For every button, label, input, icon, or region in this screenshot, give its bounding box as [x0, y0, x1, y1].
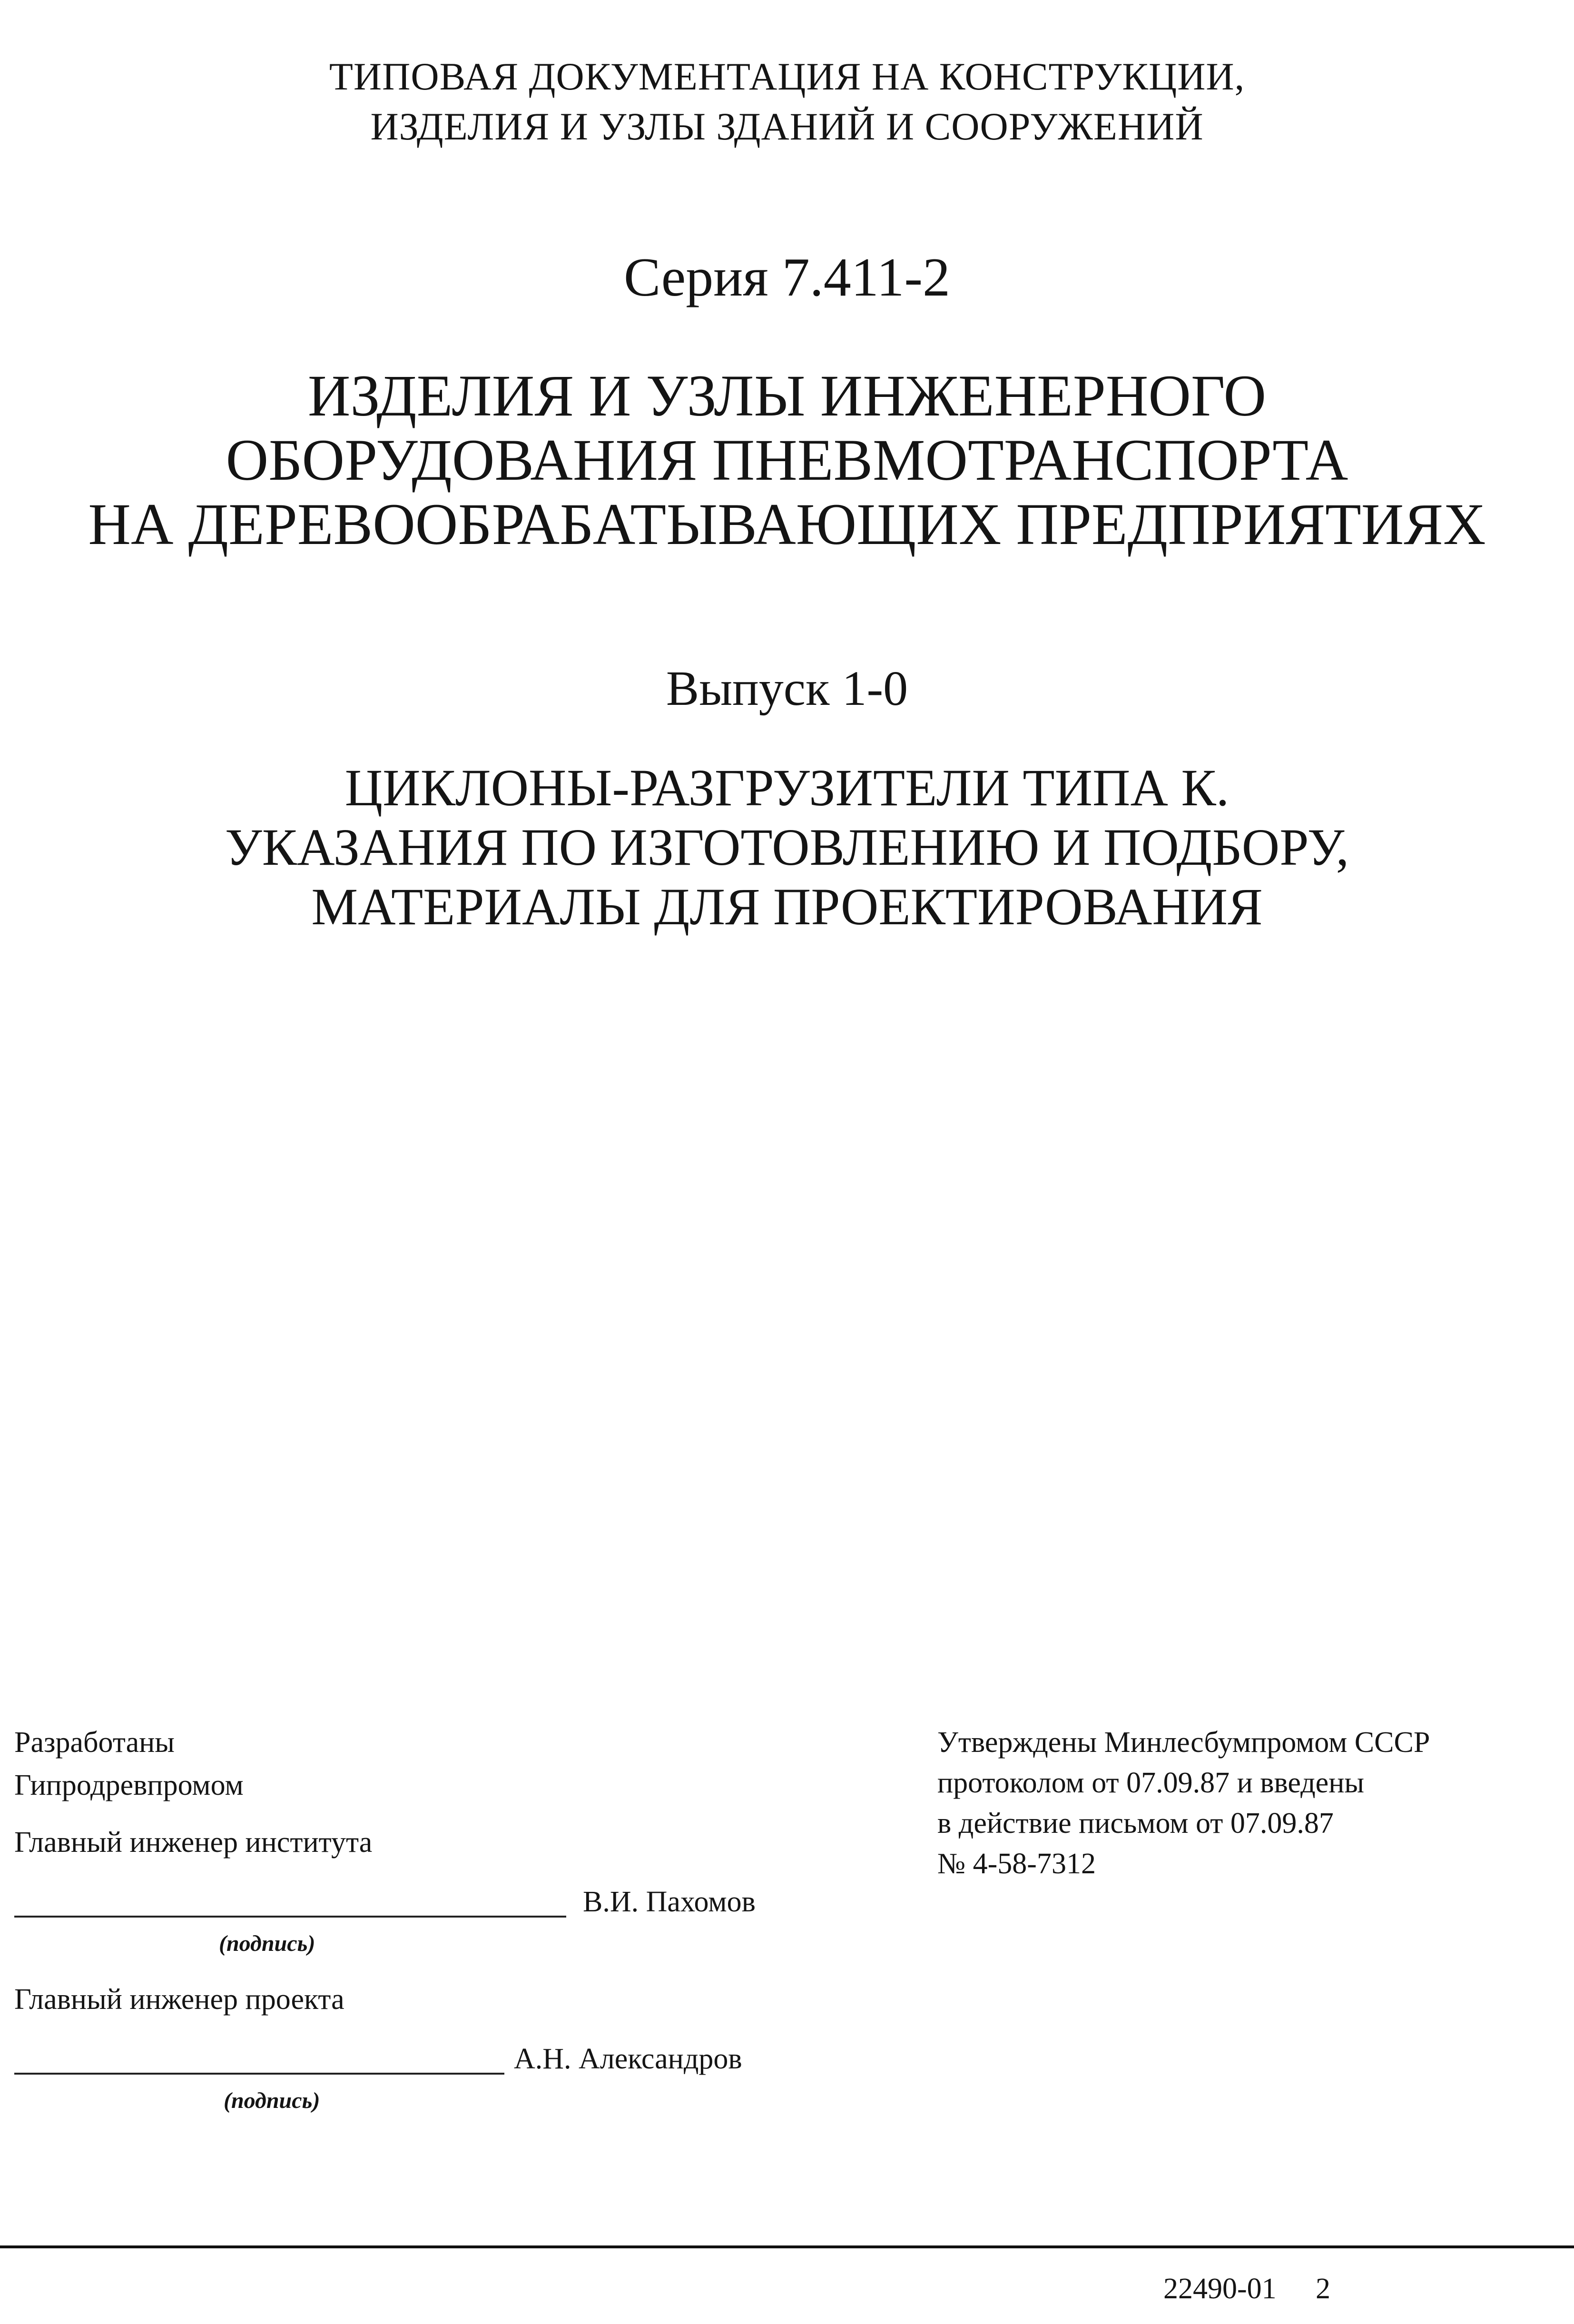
header-line-2: ИЗДЕЛИЯ И УЗЛЫ ЗДАНИЙ И СООРУЖЕНИЙ	[370, 105, 1204, 148]
signature-caption-1: (подпись)	[219, 1931, 315, 1956]
series-label: Серия 7.411-2	[623, 247, 951, 308]
signature-line-2	[14, 2073, 504, 2075]
chief-engineer-institute-name: В.И. Пахомов	[583, 1886, 756, 1918]
signature-line-1	[14, 1916, 566, 1918]
chief-engineer-institute-label: Главный инженер института	[14, 1826, 373, 1859]
bottom-rule	[0, 2245, 1574, 2248]
footer-page-number: 2	[1316, 2273, 1330, 2305]
chief-engineer-project-name: А.Н. Александров	[514, 2043, 742, 2075]
developed-line-1: Разработаны	[14, 1726, 175, 1759]
signature-caption-2: (подпись)	[224, 2088, 320, 2113]
footer-code: 22490-01	[1163, 2273, 1277, 2305]
approved-line-1: Утверждены Минлесбумпромом СССР	[937, 1726, 1430, 1759]
subtitle-line-2: УКАЗАНИЯ ПО ИЗГОТОВЛЕНИЮ И ПОДБОРУ,	[225, 818, 1349, 876]
title-line-3: НА ДЕРЕВООБРАБАТЫВАЮЩИХ ПРЕДПРИЯТИЯХ	[88, 492, 1486, 557]
approved-line-2: протоколом от 07.09.87 и введены	[937, 1767, 1365, 1799]
subtitle-line-1: ЦИКЛОНЫ-РАЗГРУЗИТЕЛИ ТИПА К.	[344, 759, 1230, 817]
approved-line-3: в действие письмом от 07.09.87	[937, 1807, 1334, 1839]
title-line-2: ОБОРУДОВАНИЯ ПНЕВМОТРАНСПОРТА	[226, 427, 1348, 493]
issue-label: Выпуск 1-0	[666, 661, 908, 716]
chief-engineer-project-label: Главный инженер проекта	[14, 1983, 344, 2016]
developed-line-2: Гипродревпромом	[14, 1769, 244, 1801]
subtitle-line-3: МАТЕРИАЛЫ ДЛЯ ПРОЕКТИРОВАНИЯ	[311, 878, 1263, 936]
header-line-1: ТИПОВАЯ ДОКУМЕНТАЦИЯ НА КОНСТРУКЦИИ,	[329, 55, 1245, 98]
title-line-1: ИЗДЕЛИЯ И УЗЛЫ ИНЖЕНЕРНОГО	[307, 363, 1267, 428]
approved-line-4: № 4-58-7312	[937, 1848, 1096, 1880]
